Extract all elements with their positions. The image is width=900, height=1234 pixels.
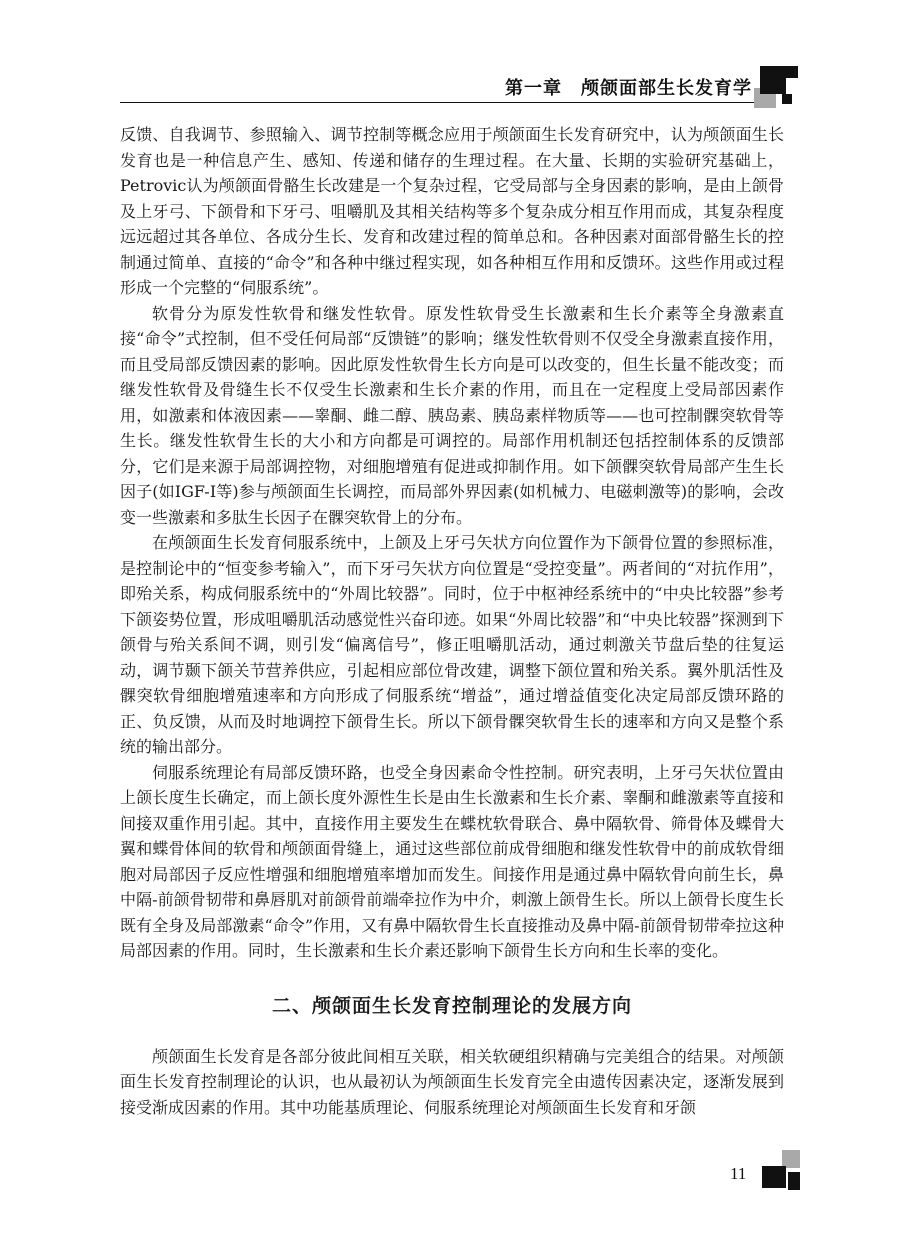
- corner-decoration-bottom: [760, 1148, 808, 1194]
- body-paragraph-1: 反馈、自我调节、参照输入、调节控制等概念应用于颅颌面生长发育研究中，认为颅颌面生长发育也是一种信息产生、感知、传递和储存的生理过程。在大量、长期的实验研究基础上，Petrovic认为颅颌面骨骼生长改建是一个复杂过程，它受局部与全身因素的影响，是由上颌骨及上牙弓、下颌骨和下牙弓、咀嚼肌及其相关结构等多个复杂成分相互作用而成，其复杂程度远远超过其各单位、各成分生长、发育和改建过程的简单总和。各种因素对面部骨骼生长的控制通过简单、直接的“命令”和各种中继过程实现，如各种相互作用和反馈环。这些作用或过程形成一个完整的“伺服系统”。: [120, 125, 784, 297]
- section-paragraph-1: 颅颌面生长发育是各部分彼此间相互关联，相关软硬组织精确与完美组合的结果。对颅颌面生长发育控制理论的认识，也从最初认为颅颌面生长发育完全由遗传因素决定，逐渐发展到接受渐成因素的作用。其中功能基质理论、伺服系统理论对颅颌面生长发育和牙颌: [120, 1046, 784, 1117]
- running-header: [120, 70, 760, 103]
- page-body: [120, 122, 784, 1120]
- page-footer: [720, 1148, 810, 1198]
- section-heading: 二、颅颌面生长发育控制理论的发展方向: [271, 994, 632, 1017]
- page-number: 11: [730, 1164, 747, 1183]
- chapter-title: 第一章 颅颌面部生长发育学: [505, 78, 752, 99]
- body-paragraph-4: 伺服系统理论有局部反馈环路，也受全身因素命令性控制。研究表明，上牙弓矢状位置由上颌长度生长确定，而上颌长度外源性生长是由生长激素和生长介素、睾酮和雌激素等直接和间接双重作用引起。其中，直接作用主要发生在蝶枕软骨联合、鼻中隔软骨、筛骨体及蝶骨大翼和蝶骨体间的软骨和颅颌面骨缝上，通过这些部位前成骨细胞和继发性软骨中的前成软骨细胞对局部因子反应性增强和细胞增殖率增加而发生。间接作用是通过鼻中隔软骨向前生长，鼻中隔-前颌骨韧带和鼻唇肌对前颌骨前端牵拉作为中介，刺激上颌骨生长。所以上颌骨长度生长既有全身及局部激素“命令”作用，又有鼻中隔软骨生长直接推动及鼻中隔-前颌骨韧带牵拉这种局部因素的作用。同时，生长激素和生长介素还影响下颌骨生长方向和生长率的变化。: [120, 762, 784, 960]
- body-paragraph-2: 软骨分为原发性软骨和继发性软骨。原发性软骨受生长激素和生长介素等全身激素直接“命令”式控制，但不受任何局部“反馈链”的影响；继发性软骨则不仅受全身激素直接作用，而且受局部反馈因素的影响。因此原发性软骨生长方向是可以改变的，但生长量不能改变；而继发性软骨及骨缝生长不仅受生长激素和生长介素的作用，而且在一定程度上受局部因素作用，如激素和体液因素——睾酮、雌二醇、胰岛素、胰岛素样物质等——也可控制髁突软骨等生长。继发性软骨生长的大小和方向都是可调控的。局部作用机制还包括控制体系的反馈部分，它们是来源于局部调控物，对细胞增殖有促进或抑制作用。如下颌髁突软骨局部产生生长因子(如IGF-Ⅰ等)参与颅颌面生长调控，而局部外界因素(如机械力、电磁刺激等)的影响，会改变一些激素和多肽生长因子在髁突软骨上的分布。: [120, 303, 784, 527]
- corner-decoration-top: [752, 60, 800, 112]
- body-paragraph-3: 在颅颌面生长发育伺服系统中，上颌及上牙弓矢状方向位置作为下颌骨位置的参照标准，是控制论中的“恒变参考输入”，而下牙弓矢状方向位置是“受控变量”。两者间的“对抗作用”，即殆关系，构成伺服系统中的“外周比较器”。同时，位于中枢神经系统中的“中央比较器”参考下颌姿势位置，形成咀嚼肌活动感觉性兴奋印迹。如果“外周比较器”和“中央比较器”探测到下颌骨与殆关系间不调，则引发“偏离信号”，修正咀嚼肌活动，通过刺激关节盘后垫的往复运动，调节颞下颌关节营养供应，引起相应部位骨改建，调整下颌位置和殆关系。翼外肌活性及髁突软骨细胞增殖速率和方向形成了伺服系统“增益”，通过增益值变化决定局部反馈环路的正、负反馈，从而及时地调控下颌骨生长。所以下颌骨髁突软骨生长的速率和方向又是整个系统的输出部分。: [120, 533, 784, 756]
